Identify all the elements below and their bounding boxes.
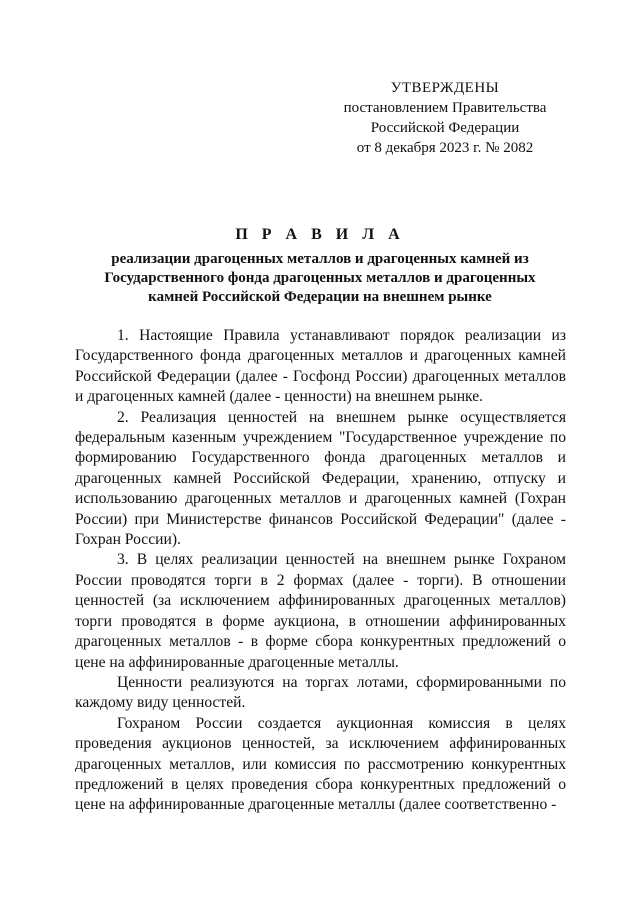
paragraph: Ценности реализуются на торгах лотами, сформированными по каждому виду ценностей. [75,673,566,712]
approval-line: постановлением Правительства [343,100,547,116]
paragraph: 1. Настоящие Правила устанавливают порядок реализации из Государственного фонда драгоценных металлов и драгоценных камней Российской Федерации (далее - Госфонд России) драгоценных металлов и драгоценных камней (далее - ценности) на внешнем рынке. [75,327,566,406]
document-body [75,326,566,816]
document-title: П Р А В И Л А [235,226,405,243]
document-subtitle: реализации драгоценных металлов и драгоценных камней из Государственного фонда драгоценных металлов и драгоценных камней Российской Федерации на внешнем рынке [104,251,536,305]
approval-heading: УТВЕРЖДЕНЫ [390,80,500,96]
approval-line: Российской Федерации [370,120,520,136]
paragraph: Гохраном России создается аукционная комиссия в целях проведения аукционов ценностей, за исключением аффинированных драгоценных металлов, или комиссия по рассмотрению конкурентных предложений в целях проведения сбора конкурентных предложений о цене на аффинированные драгоценные металлы (далее соответственно - [75,714,566,814]
approval-date-line: от 8 декабря 2023 г. № 2082 [356,140,534,156]
paragraph: 3. В целях реализации ценностей на внешнем рынке Гохраном России проводятся торги в 2 формах (далее - торги). В отношении ценностей (за исключением аффинированных драгоценных металлов) торги проводятся в форме аукциона, в отношении аффинированных драгоценных металлов - в форме сбора конкурентных предложений о цене на аффинированные драгоценные металлы. [75,551,566,671]
paragraph: 2. Реализация ценностей на внешнем рынке осуществляется федеральным казенным учреждением "Государственное учреждение по формированию Государственного фонда драгоценных металлов и драгоценных камней Российской Федерации, хранению, отпуску и использованию драгоценных металлов и драгоценных камней (Гохран России) при Министерстве финансов Российской Федерации" (далее - Гохран России). [75,408,566,549]
approval-block [330,78,560,158]
